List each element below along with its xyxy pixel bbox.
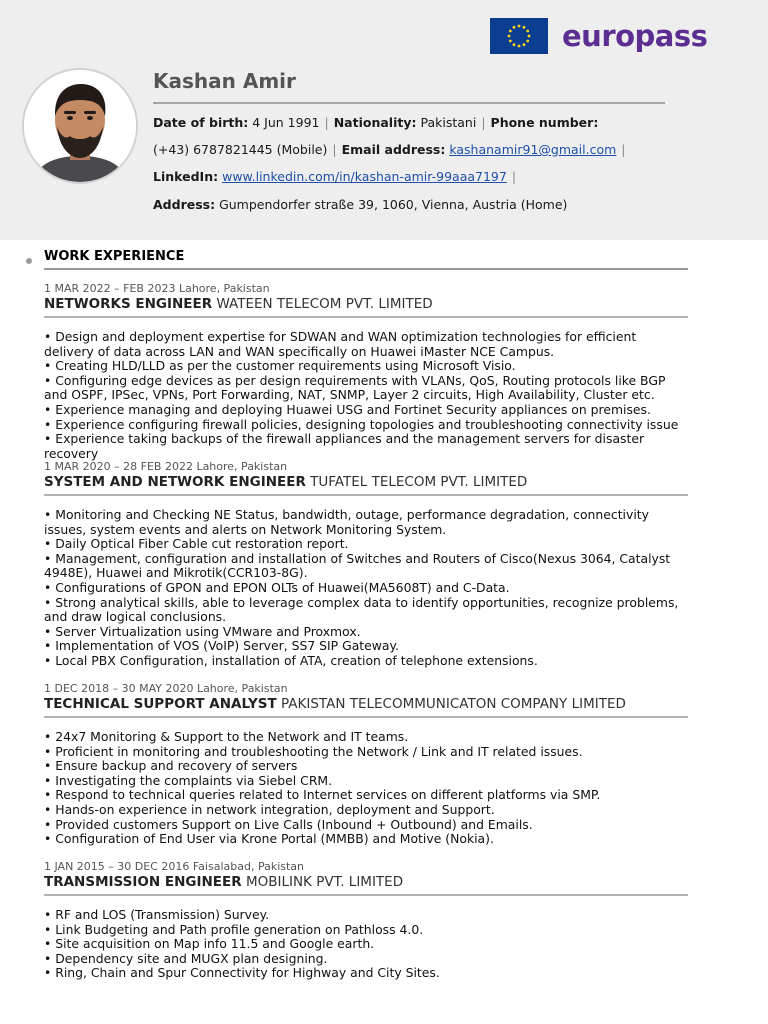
- job-bullet: • Configurations of GPON and EPON OLTs of Huawei(MA5608T) and C-Data.: [44, 579, 510, 595]
- email-link[interactable]: kashanamir91@gmail.com: [449, 142, 617, 157]
- person-name: Kashan Amir: [153, 69, 296, 93]
- job-bullet: • Ensure backup and recovery of servers: [44, 758, 298, 774]
- job-bullet: • Daily Optical Fiber Cable cut restoration report.: [44, 536, 349, 552]
- phone-label: Phone number:: [490, 115, 599, 130]
- info-line-1: [153, 114, 598, 132]
- job-bullet: • Strong analytical skills, able to leverage complex data to identify opportunities, recognize problems, and draw logical conclusions.: [44, 594, 679, 625]
- job-bullet: • Provided customers Support on Live Calls (Inbound + Outbound) and Emails.: [44, 816, 533, 832]
- job-bullet: • Design and deployment expertise for SDWAN and WAN optimization technologies for efficient delivery of data across LAN and WAN specifically on Huawei iMaster NCE Campus.: [44, 329, 637, 359]
- job-bullet: • Monitoring and Checking NE Status, bandwidth, outage, performance degradation, connectivity issues, system events and alerts on Network Monitoring System.: [44, 507, 649, 537]
- job-bullet: • 24x7 Monitoring & Support to the Network and IT teams.: [44, 729, 409, 744]
- separator: |: [481, 115, 486, 130]
- job-bullet: • Local PBX Configuration, installation of ATA, creation of telephone extensions.: [44, 652, 538, 668]
- section-title: WORK EXPERIENCE: [44, 249, 185, 264]
- job-role: TECHNICAL SUPPORT ANALYST: [44, 696, 277, 712]
- address-value: Gumpendorfer straße 39, 1060, Vienna, Austria (Home): [219, 197, 568, 212]
- separator: |: [511, 169, 517, 184]
- job-divider: [44, 716, 688, 718]
- job-entry: [44, 682, 688, 847]
- info-line-4: [153, 196, 567, 214]
- job-description: [44, 908, 688, 981]
- separator: |: [332, 142, 337, 157]
- job-entry: [44, 860, 688, 981]
- job-bullet: • Link Budgeting and Path profile generation on Pathloss 4.0.: [44, 921, 424, 937]
- job-bullet: • Proficient in monitoring and troubleshooting the Network / Link and IT related issues.: [44, 743, 583, 759]
- job-company: WATEEN TELECOM PVT. LIMITED: [216, 296, 433, 312]
- separator: |: [621, 142, 626, 157]
- job-description: [44, 508, 688, 669]
- dob-label: Date of birth:: [153, 115, 249, 130]
- job-role: NETWORKS ENGINEER: [44, 296, 213, 312]
- europass-wordmark: europass: [562, 19, 708, 53]
- job-bullet: • Experience configuring firewall policies, designing topologies and troubleshooting connectivity issue: [44, 416, 679, 432]
- job-date: 1 MAR 2020 – 28 FEB 2022 Lahore, Pakistan: [44, 460, 288, 473]
- job-title: [44, 296, 688, 313]
- linkedin-label: LinkedIn:: [153, 169, 219, 184]
- job-bullet: • Server Virtualization using VMware and Proxmox.: [44, 623, 361, 639]
- phone-value: (+43) 6787821445 (Mobile): [153, 142, 328, 157]
- job-bullet: • Management, configuration and installation of Switches and Routers of Cisco(Nexus 3064, Catalyst 4948E), Huawei and Mikrotik(CCR103-8G).: [44, 550, 671, 581]
- job-divider: [44, 894, 688, 896]
- address-label: Address:: [153, 197, 216, 212]
- job-company: TUFATEL TELECOM PVT. LIMITED: [310, 474, 528, 490]
- job-date: 1 JAN 2015 – 30 DEC 2016 Faisalabad, Pakistan: [44, 860, 305, 873]
- job-bullet: • Site acquisition on Map info 11.5 and Google earth.: [44, 936, 375, 952]
- email-label: Email address:: [341, 142, 446, 157]
- job-bullet: • Investigating the complaints via Siebel CRM.: [44, 772, 333, 788]
- job-entry: [44, 460, 688, 669]
- job-bullet: • Configuring edge devices as per design requirements with VLANs, QoS, Routing protocols like BGP and OSPF, IPSec, VPNs, Port Forwarding, NAT, SNMP, Layer 2 circuits, High Availability, Cluster etc.: [44, 372, 666, 403]
- nationality-value: Pakistani: [420, 115, 477, 130]
- info-line-3: [153, 168, 521, 186]
- job-role: TRANSMISSION ENGINEER: [44, 874, 242, 890]
- job-bullet: • Implementation of VOS (VoIP) Server, SS7 SIP Gateway.: [44, 638, 399, 654]
- job-date: 1 DEC 2018 – 30 MAY 2020 Lahore, Pakistan: [44, 682, 288, 695]
- job-entry: [44, 282, 688, 461]
- job-bullet: • Experience managing and deploying Huawei USG and Fortinet Security appliances on premises.: [44, 401, 651, 417]
- job-divider: [44, 316, 688, 318]
- job-date: 1 MAR 2022 – FEB 2023 Lahore, Pakistan: [44, 282, 270, 295]
- job-title: [44, 474, 688, 491]
- job-title: [44, 874, 688, 891]
- dob-value: 4 Jun 1991: [252, 115, 320, 130]
- profile-photo: [24, 70, 136, 182]
- job-bullet: • Respond to technical queries related to Internet services on different platforms via SMP.: [44, 787, 601, 803]
- job-bullet: • Configuration of End User via Krone Portal (MMBB) and Motive (Nokia).: [44, 831, 494, 847]
- job-title: [44, 696, 688, 713]
- nationality-label: Nationality:: [333, 115, 417, 130]
- section-marker-icon: [26, 258, 32, 264]
- avatar: [22, 68, 138, 184]
- job-role: SYSTEM AND NETWORK ENGINEER: [44, 474, 306, 490]
- job-bullet: • RF and LOS (Transmission) Survey.: [44, 907, 270, 922]
- separator: |: [324, 115, 329, 130]
- info-line-2: [153, 141, 631, 159]
- section-divider: [44, 268, 688, 270]
- job-description: [44, 330, 688, 461]
- job-bullet: • Dependency site and MUGX plan designing.: [44, 950, 328, 966]
- job-bullet: • Ring, Chain and Spur Connectivity for Highway and City Sites.: [44, 965, 440, 981]
- job-divider: [44, 494, 688, 496]
- job-company: MOBILINK PVT. LIMITED: [245, 874, 404, 890]
- linkedin-link[interactable]: www.linkedin.com/in/kashan-amir-99aaa7197: [222, 169, 507, 184]
- job-bullet: • Experience taking backups of the firewall appliances and the management servers for disaster recovery: [44, 431, 645, 461]
- job-company: PAKISTAN TELECOMMUNICATON COMPANY LIMITED: [280, 696, 626, 712]
- eu-flag-icon: [490, 18, 548, 54]
- job-description: [44, 730, 688, 847]
- europass-logo: [490, 18, 707, 54]
- job-bullet: • Hands-on experience in network integration, deployment and Support.: [44, 801, 495, 817]
- job-bullet: • Creating HLD/LLD as per the customer requirements using Microsoft Visio.: [44, 358, 516, 374]
- name-divider: [153, 102, 665, 104]
